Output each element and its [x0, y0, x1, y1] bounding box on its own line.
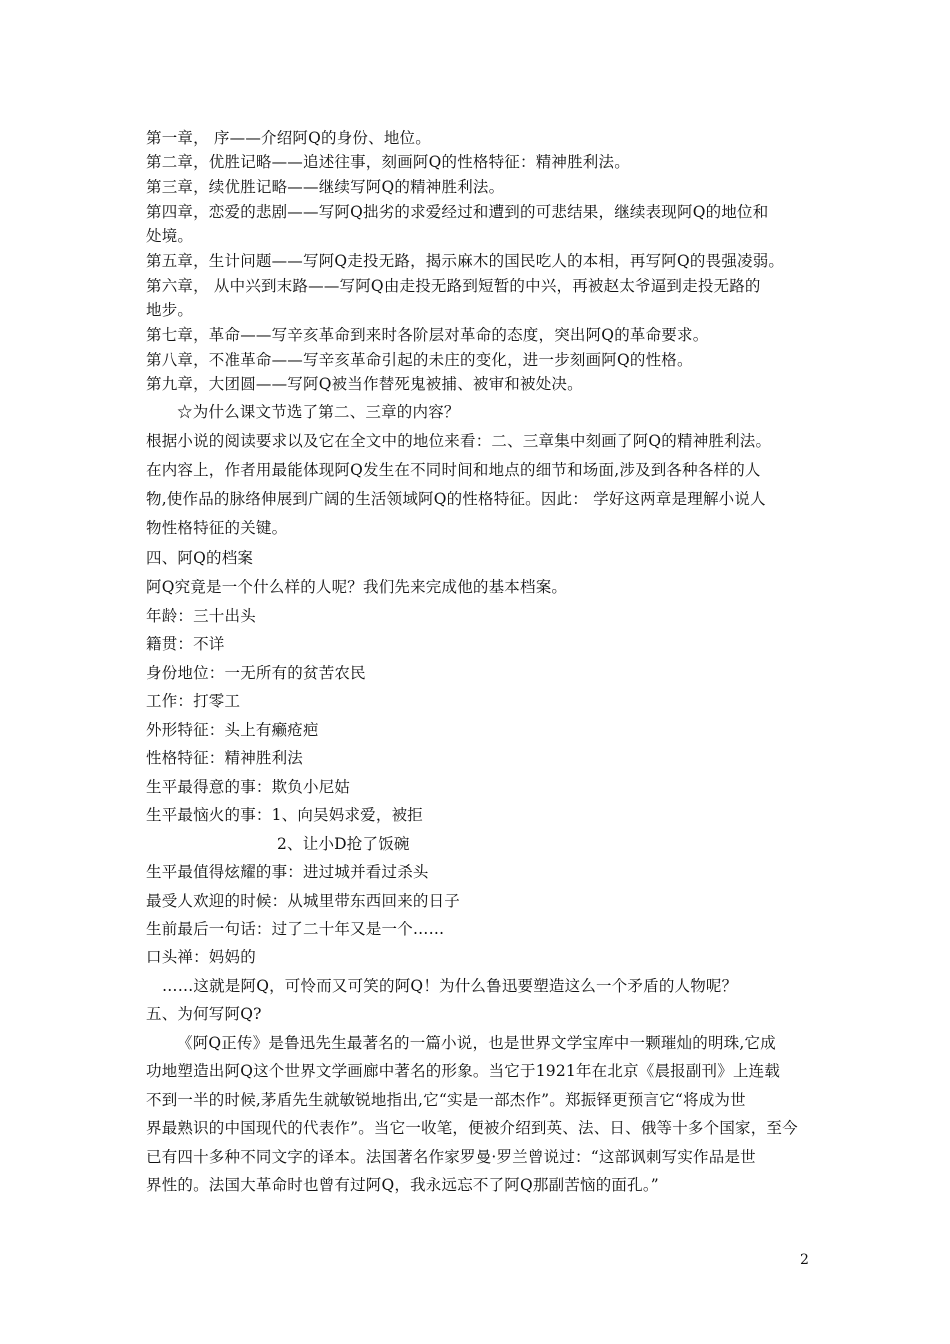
profile-item: 年龄：三十出头: [146, 607, 256, 625]
section-intro: 阿Q究竟是一个什么样的人呢？我们先来完成他的基本档案。: [146, 578, 568, 596]
answer-line: 根据小说的阅读要求以及它在全文中的地位来看：二、三章集中刻画了阿Q的精神胜利法。: [146, 432, 772, 450]
profile-item: 外形特征：头上有癞疮疤: [146, 721, 319, 739]
paragraph-line: 已有四十多种不同文字的译本。法国著名作家罗曼·罗兰曾说过：“这部讽刺写实作品是世: [146, 1148, 756, 1166]
question: ☆为什么课文节选了第二、三章的内容？: [177, 403, 460, 421]
profile-item: 生平最恼火的事：1、向吴妈求爱，被拒: [146, 806, 423, 824]
chapter-line: 处境。: [146, 227, 194, 245]
profile-item: 性格特征：精神胜利法: [146, 749, 304, 767]
paragraph-line: 功地塑造出阿Q这个世界文学画廊中著名的形象。当它于1921年在北京《晨报副刊》上连载: [146, 1062, 781, 1080]
chapter-line: 第八章，不准革命——写辛亥革命引起的未庄的变化，进一步刻画阿Q的性格。: [146, 351, 693, 369]
answer-line: 物,使作品的脉络伸展到广阔的生活领域阿Q的性格特征。因此： 学好这两章是理解小说人: [146, 490, 766, 508]
answer-line: 物性格特征的关键。: [146, 519, 288, 537]
profile-item: 身份地位：一无所有的贫苦农民: [146, 664, 366, 682]
chapter-line: 第七章，革命——写辛亥革命到来时各阶层对革命的态度，突出阿Q的革命要求。: [146, 326, 709, 344]
profile-item: 工作：打零工: [146, 692, 241, 710]
chapter-line: 第二章，优胜记略——追述往事，刻画阿Q的性格特征：精神胜利法。: [146, 153, 630, 171]
paragraph-line: 《阿Q正传》是鲁迅先生最著名的一篇小说，也是世界文学宝库中一颗璀灿的明珠,它成: [177, 1034, 776, 1052]
chapter-line: 第三章，续优胜记略——继续写阿Q的精神胜利法。: [146, 178, 505, 196]
section-heading: 四、阿Q的档案: [146, 549, 254, 567]
profile-item: 最受人欢迎的时候：从城里带东西回来的日子: [146, 892, 461, 910]
paragraph-line: 不到一半的时候,茅盾先生就敏锐地指出,它“实是一部杰作”。郑振铎更预言它“将成为世: [146, 1091, 746, 1109]
profile-item: 生平最得意的事：欺负小尼姑: [146, 778, 351, 796]
chapter-line: 第一章， 序——介绍阿Q的身份、地位。: [146, 129, 431, 147]
chapter-line: 第四章，恋爱的悲剧——写阿Q拙劣的求爱经过和遭到的可悲结果，继续表现阿Q的地位和: [146, 203, 769, 221]
profile-item: 生平最值得炫耀的事：进过城并看过杀头: [146, 863, 429, 881]
section-heading: 五、为何写阿Q?: [146, 1005, 262, 1023]
profile-item: 籍贯：不详: [146, 635, 225, 653]
chapter-line: 第九章，大团圆——写阿Q被当作替死鬼被捕、被审和被处决。: [146, 375, 583, 393]
page-number: 2: [800, 1252, 809, 1268]
chapter-line: 第六章， 从中兴到末路——写阿Q由走投无路到短暂的中兴，再被赵太爷逼到走投无路的: [146, 277, 761, 295]
section-closing: ……这就是阿Q，可怜而又可笑的阿Q！为什么鲁迅要塑造这么一个矛盾的人物呢？: [162, 977, 738, 995]
paragraph-line: 界最熟识的中国现代的代表作”。当它一收笔，便被介绍到英、法、日、俄等十多个国家，至今: [146, 1119, 798, 1137]
profile-item: 口头禅：妈妈的: [146, 948, 256, 966]
paragraph-line: 界性的。法国大革命时也曾有过阿Q，我永远忘不了阿Q那副苦恼的面孔。”: [146, 1176, 659, 1194]
profile-item: 生前最后一句话：过了二十年又是一个……: [146, 920, 445, 938]
chapter-line: 地步。: [146, 301, 194, 319]
profile-item: 2、让小D抢了饭碗: [277, 835, 410, 853]
answer-line: 在内容上，作者用最能体现阿Q发生在不同时间和地点的细节和场面,涉及到各种各样的人: [146, 461, 761, 479]
chapter-line: 第五章，生计问题——写阿Q走投无路，揭示麻木的国民吃人的本相，再写阿Q的畏强凌弱。: [146, 252, 785, 270]
